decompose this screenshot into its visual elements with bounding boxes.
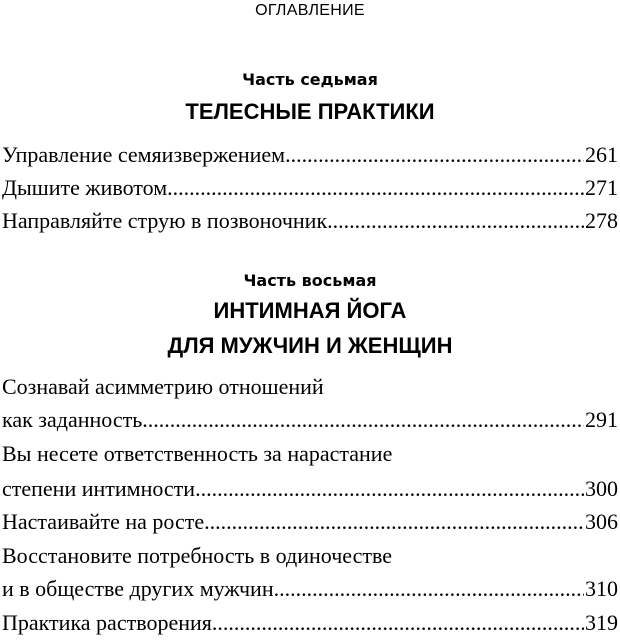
toc-entry[interactable] — [2, 575, 618, 603]
toc-entry-page: 291 — [585, 407, 618, 432]
toc-entry-title: Дышите животом — [2, 175, 168, 200]
part-seven-title: ТЕЛЕСНЫЕ ПРАКТИКИ — [185, 99, 435, 124]
toc-entry-page: 319 — [585, 610, 618, 635]
leader-dots — [212, 609, 584, 637]
part-eight-label: Часть восьмая — [243, 271, 377, 290]
part-eight-title-line2: ДЛЯ МУЖЧИН И ЖЕНЩИН — [167, 333, 453, 358]
toc-entry-first-line[interactable]: Восстановите потребность в одиночестве — [2, 543, 392, 568]
toc-entry-page: 306 — [585, 509, 618, 534]
toc-entry-page: 271 — [585, 175, 618, 200]
toc-entry-title: Направляйте струю в позвоночник — [2, 208, 328, 233]
running-header: ОГЛАВЛЕНИЕ — [255, 2, 365, 19]
toc-entry[interactable] — [2, 508, 618, 536]
toc-entry[interactable] — [2, 475, 618, 503]
leader-dots — [285, 141, 584, 169]
leader-dots — [274, 575, 584, 603]
toc-entry[interactable] — [2, 141, 618, 169]
toc-entry[interactable] — [2, 174, 618, 202]
leader-dots — [167, 174, 584, 202]
toc-entry-first-line[interactable]: Вы несете ответственность за нарастание — [2, 441, 393, 466]
toc-entry-first-line[interactable]: Сознавай асимметрию отношений — [2, 374, 324, 399]
toc-entry-page: 278 — [585, 208, 618, 233]
leader-dots — [142, 406, 584, 434]
toc-entry[interactable] — [2, 406, 618, 434]
part-eight-title-line1: ИНТИМНАЯ ЙОГА — [213, 298, 407, 323]
toc-entry-title: Управление семяизвержением — [2, 142, 286, 167]
part-seven-label: Часть седьмая — [242, 70, 378, 89]
toc-entry-title: Практика растворения — [2, 610, 212, 635]
leader-dots — [204, 508, 584, 536]
toc-entry[interactable] — [2, 609, 618, 637]
toc-entry-title: как заданность — [2, 407, 143, 432]
toc-entry-title: и в обществе других мужчин — [2, 576, 274, 601]
toc-entry-title: Настаивайте на росте — [2, 509, 205, 534]
toc-entry-page: 310 — [585, 576, 618, 601]
leader-dots — [327, 207, 584, 235]
toc-entry-title: степени интимности — [2, 476, 196, 501]
toc-entry[interactable] — [2, 207, 618, 235]
leader-dots — [195, 475, 584, 503]
toc-entry-page: 261 — [585, 142, 618, 167]
toc-entry-page: 300 — [585, 476, 618, 501]
